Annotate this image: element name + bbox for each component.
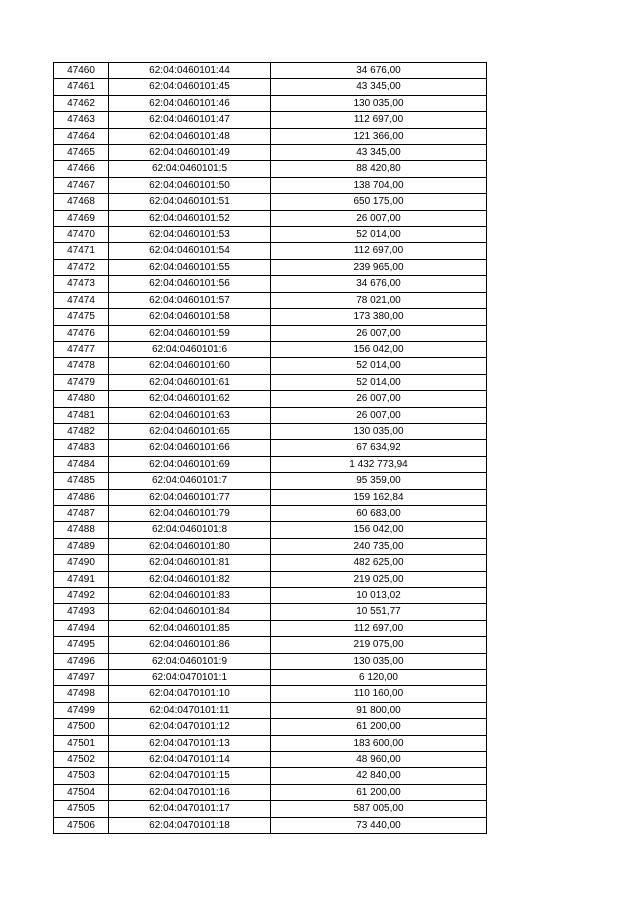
cadastral-number-cell: 62:04:0460101:80	[109, 538, 271, 554]
cadastral-value-cell: 88 420,80	[271, 161, 487, 177]
cadastral-number-cell: 62:04:0470101:15	[109, 768, 271, 784]
row-number-cell: 47496	[54, 653, 109, 669]
cadastral-value-cell: 239 965,00	[271, 259, 487, 275]
cadastral-value-cell: 42 840,00	[271, 768, 487, 784]
table-row	[54, 473, 487, 489]
cadastral-value-cell: 26 007,00	[271, 325, 487, 341]
cadastral-value-cell: 587 005,00	[271, 801, 487, 817]
table-row	[54, 210, 487, 226]
row-number-cell: 47466	[54, 161, 109, 177]
row-number-cell: 47498	[54, 686, 109, 702]
row-number-cell: 47488	[54, 522, 109, 538]
cadastral-number-cell: 62:04:0460101:46	[109, 95, 271, 111]
cadastral-value-cell: 219 075,00	[271, 637, 487, 653]
table-row	[54, 194, 487, 210]
row-number-cell: 47472	[54, 259, 109, 275]
cadastral-number-cell: 62:04:0470101:10	[109, 686, 271, 702]
row-number-cell: 47471	[54, 243, 109, 259]
cadastral-number-cell: 62:04:0460101:61	[109, 374, 271, 390]
cadastral-value-cell: 219 025,00	[271, 571, 487, 587]
table-row	[54, 177, 487, 193]
table-row	[54, 670, 487, 686]
table-row	[54, 259, 487, 275]
row-number-cell: 47499	[54, 702, 109, 718]
row-number-cell: 47463	[54, 112, 109, 128]
row-number-cell: 47477	[54, 341, 109, 357]
table-row	[54, 128, 487, 144]
cadastral-number-cell: 62:04:0460101:82	[109, 571, 271, 587]
cadastral-value-cell: 138 704,00	[271, 177, 487, 193]
cadastral-number-cell: 62:04:0460101:54	[109, 243, 271, 259]
table-row	[54, 358, 487, 374]
row-number-cell: 47487	[54, 505, 109, 521]
cadastral-value-cell: 48 960,00	[271, 752, 487, 768]
cadastral-number-cell: 62:04:0460101:81	[109, 555, 271, 571]
cadastral-value-cell: 52 014,00	[271, 358, 487, 374]
cadastral-value-cell: 10 551,77	[271, 604, 487, 620]
row-number-cell: 47483	[54, 440, 109, 456]
cadastral-number-cell: 62:04:0460101:65	[109, 423, 271, 439]
cadastral-number-cell: 62:04:0460101:5	[109, 161, 271, 177]
cadastral-value-cell: 26 007,00	[271, 391, 487, 407]
row-number-cell: 47491	[54, 571, 109, 587]
table-row	[54, 161, 487, 177]
cadastral-number-cell: 62:04:0460101:49	[109, 145, 271, 161]
table-row	[54, 243, 487, 259]
cadastral-value-cell: 240 735,00	[271, 538, 487, 554]
cadastral-value-cell: 159 162,84	[271, 489, 487, 505]
cadastral-number-cell: 62:04:0460101:69	[109, 456, 271, 472]
row-number-cell: 47489	[54, 538, 109, 554]
row-number-cell: 47469	[54, 210, 109, 226]
table-row	[54, 276, 487, 292]
cadastral-value-cell: 67 634,92	[271, 440, 487, 456]
cadastral-value-cell: 91 800,00	[271, 702, 487, 718]
row-number-cell: 47502	[54, 752, 109, 768]
cadastral-number-cell: 62:04:0470101:12	[109, 719, 271, 735]
row-number-cell: 47476	[54, 325, 109, 341]
row-number-cell: 47479	[54, 374, 109, 390]
cadastral-value-table	[53, 62, 487, 834]
cadastral-value-cell: 482 625,00	[271, 555, 487, 571]
cadastral-number-cell: 62:04:0460101:63	[109, 407, 271, 423]
table-row	[54, 571, 487, 587]
cadastral-value-cell: 60 683,00	[271, 505, 487, 521]
table-row	[54, 456, 487, 472]
cadastral-value-cell: 26 007,00	[271, 210, 487, 226]
cadastral-number-cell: 62:04:0460101:6	[109, 341, 271, 357]
cadastral-number-cell: 62:04:0470101:11	[109, 702, 271, 718]
cadastral-number-cell: 62:04:0470101:13	[109, 735, 271, 751]
row-number-cell: 47493	[54, 604, 109, 620]
cadastral-value-cell: 110 160,00	[271, 686, 487, 702]
table-body	[54, 63, 487, 834]
table-row	[54, 391, 487, 407]
row-number-cell: 47497	[54, 670, 109, 686]
table-row	[54, 801, 487, 817]
cadastral-value-cell: 61 200,00	[271, 719, 487, 735]
cadastral-value-cell: 156 042,00	[271, 341, 487, 357]
row-number-cell: 47481	[54, 407, 109, 423]
row-number-cell: 47484	[54, 456, 109, 472]
table-row	[54, 95, 487, 111]
row-number-cell: 47485	[54, 473, 109, 489]
row-number-cell: 47470	[54, 227, 109, 243]
cadastral-number-cell: 62:04:0460101:50	[109, 177, 271, 193]
table-row	[54, 817, 487, 833]
table-row	[54, 325, 487, 341]
table-row	[54, 604, 487, 620]
cadastral-value-cell: 130 035,00	[271, 423, 487, 439]
cadastral-number-cell: 62:04:0460101:59	[109, 325, 271, 341]
table-row	[54, 752, 487, 768]
cadastral-value-cell: 112 697,00	[271, 620, 487, 636]
cadastral-number-cell: 62:04:0460101:9	[109, 653, 271, 669]
cadastral-value-cell: 52 014,00	[271, 374, 487, 390]
cadastral-number-cell: 62:04:0460101:86	[109, 637, 271, 653]
cadastral-value-cell: 130 035,00	[271, 95, 487, 111]
row-number-cell: 47473	[54, 276, 109, 292]
cadastral-number-cell: 62:04:0470101:1	[109, 670, 271, 686]
row-number-cell: 47494	[54, 620, 109, 636]
table-row	[54, 227, 487, 243]
row-number-cell: 47461	[54, 79, 109, 95]
table-row	[54, 505, 487, 521]
row-number-cell: 47475	[54, 309, 109, 325]
cadastral-value-cell: 61 200,00	[271, 784, 487, 800]
table-row	[54, 784, 487, 800]
cadastral-number-cell: 62:04:0460101:60	[109, 358, 271, 374]
table-row	[54, 145, 487, 161]
cadastral-number-cell: 62:04:0460101:66	[109, 440, 271, 456]
table-row	[54, 374, 487, 390]
cadastral-number-cell: 62:04:0460101:48	[109, 128, 271, 144]
cadastral-value-cell: 112 697,00	[271, 243, 487, 259]
cadastral-value-cell: 34 676,00	[271, 276, 487, 292]
cadastral-number-cell: 62:04:0460101:8	[109, 522, 271, 538]
cadastral-number-cell: 62:04:0460101:79	[109, 505, 271, 521]
table-row	[54, 620, 487, 636]
row-number-cell: 47495	[54, 637, 109, 653]
cadastral-number-cell: 62:04:0460101:53	[109, 227, 271, 243]
cadastral-value-cell: 130 035,00	[271, 653, 487, 669]
cadastral-value-cell: 43 345,00	[271, 145, 487, 161]
row-number-cell: 47506	[54, 817, 109, 833]
cadastral-number-cell: 62:04:0460101:58	[109, 309, 271, 325]
cadastral-number-cell: 62:04:0460101:47	[109, 112, 271, 128]
cadastral-value-cell: 10 013,02	[271, 588, 487, 604]
cadastral-value-cell: 95 359,00	[271, 473, 487, 489]
table-row	[54, 686, 487, 702]
cadastral-value-cell: 1 432 773,94	[271, 456, 487, 472]
table-row	[54, 555, 487, 571]
row-number-cell: 47486	[54, 489, 109, 505]
cadastral-number-cell: 62:04:0460101:52	[109, 210, 271, 226]
cadastral-value-cell: 112 697,00	[271, 112, 487, 128]
row-number-cell: 47467	[54, 177, 109, 193]
cadastral-number-cell: 62:04:0460101:44	[109, 63, 271, 79]
cadastral-number-cell: 62:04:0470101:14	[109, 752, 271, 768]
cadastral-number-cell: 62:04:0460101:57	[109, 292, 271, 308]
cadastral-number-cell: 62:04:0470101:18	[109, 817, 271, 833]
row-number-cell: 47500	[54, 719, 109, 735]
row-number-cell: 47460	[54, 63, 109, 79]
table-row	[54, 702, 487, 718]
cadastral-value-cell: 26 007,00	[271, 407, 487, 423]
row-number-cell: 47482	[54, 423, 109, 439]
cadastral-value-cell: 121 366,00	[271, 128, 487, 144]
table-row	[54, 768, 487, 784]
cadastral-value-cell: 52 014,00	[271, 227, 487, 243]
table-row	[54, 588, 487, 604]
row-number-cell: 47503	[54, 768, 109, 784]
cadastral-value-cell: 156 042,00	[271, 522, 487, 538]
cadastral-number-cell: 62:04:0460101:55	[109, 259, 271, 275]
cadastral-number-cell: 62:04:0470101:16	[109, 784, 271, 800]
row-number-cell: 47478	[54, 358, 109, 374]
row-number-cell: 47492	[54, 588, 109, 604]
cadastral-value-cell: 6 120,00	[271, 670, 487, 686]
row-number-cell: 47505	[54, 801, 109, 817]
row-number-cell: 47480	[54, 391, 109, 407]
cadastral-number-cell: 62:04:0460101:83	[109, 588, 271, 604]
table-row	[54, 423, 487, 439]
cadastral-value-cell: 73 440,00	[271, 817, 487, 833]
table-row	[54, 637, 487, 653]
table-row	[54, 309, 487, 325]
table-row	[54, 440, 487, 456]
table-row	[54, 79, 487, 95]
cadastral-number-cell: 62:04:0460101:51	[109, 194, 271, 210]
table-row	[54, 341, 487, 357]
cadastral-number-cell: 62:04:0460101:7	[109, 473, 271, 489]
table-row	[54, 522, 487, 538]
cadastral-number-cell: 62:04:0460101:45	[109, 79, 271, 95]
table-row	[54, 538, 487, 554]
table-row	[54, 653, 487, 669]
row-number-cell: 47465	[54, 145, 109, 161]
cadastral-value-cell: 34 676,00	[271, 63, 487, 79]
row-number-cell: 47462	[54, 95, 109, 111]
table-row	[54, 63, 487, 79]
table-row	[54, 292, 487, 308]
cadastral-value-cell: 43 345,00	[271, 79, 487, 95]
row-number-cell: 47474	[54, 292, 109, 308]
cadastral-value-cell: 650 175,00	[271, 194, 487, 210]
table-row	[54, 719, 487, 735]
cadastral-value-cell: 78 021,00	[271, 292, 487, 308]
cadastral-number-cell: 62:04:0470101:17	[109, 801, 271, 817]
cadastral-number-cell: 62:04:0460101:77	[109, 489, 271, 505]
cadastral-value-cell: 183 600,00	[271, 735, 487, 751]
table-row	[54, 489, 487, 505]
cadastral-value-cell: 173 380,00	[271, 309, 487, 325]
row-number-cell: 47490	[54, 555, 109, 571]
cadastral-number-cell: 62:04:0460101:85	[109, 620, 271, 636]
row-number-cell: 47464	[54, 128, 109, 144]
document-page	[53, 62, 486, 834]
cadastral-number-cell: 62:04:0460101:62	[109, 391, 271, 407]
table-row	[54, 407, 487, 423]
row-number-cell: 47504	[54, 784, 109, 800]
cadastral-number-cell: 62:04:0460101:56	[109, 276, 271, 292]
table-row	[54, 112, 487, 128]
row-number-cell: 47501	[54, 735, 109, 751]
row-number-cell: 47468	[54, 194, 109, 210]
table-row	[54, 735, 487, 751]
cadastral-number-cell: 62:04:0460101:84	[109, 604, 271, 620]
